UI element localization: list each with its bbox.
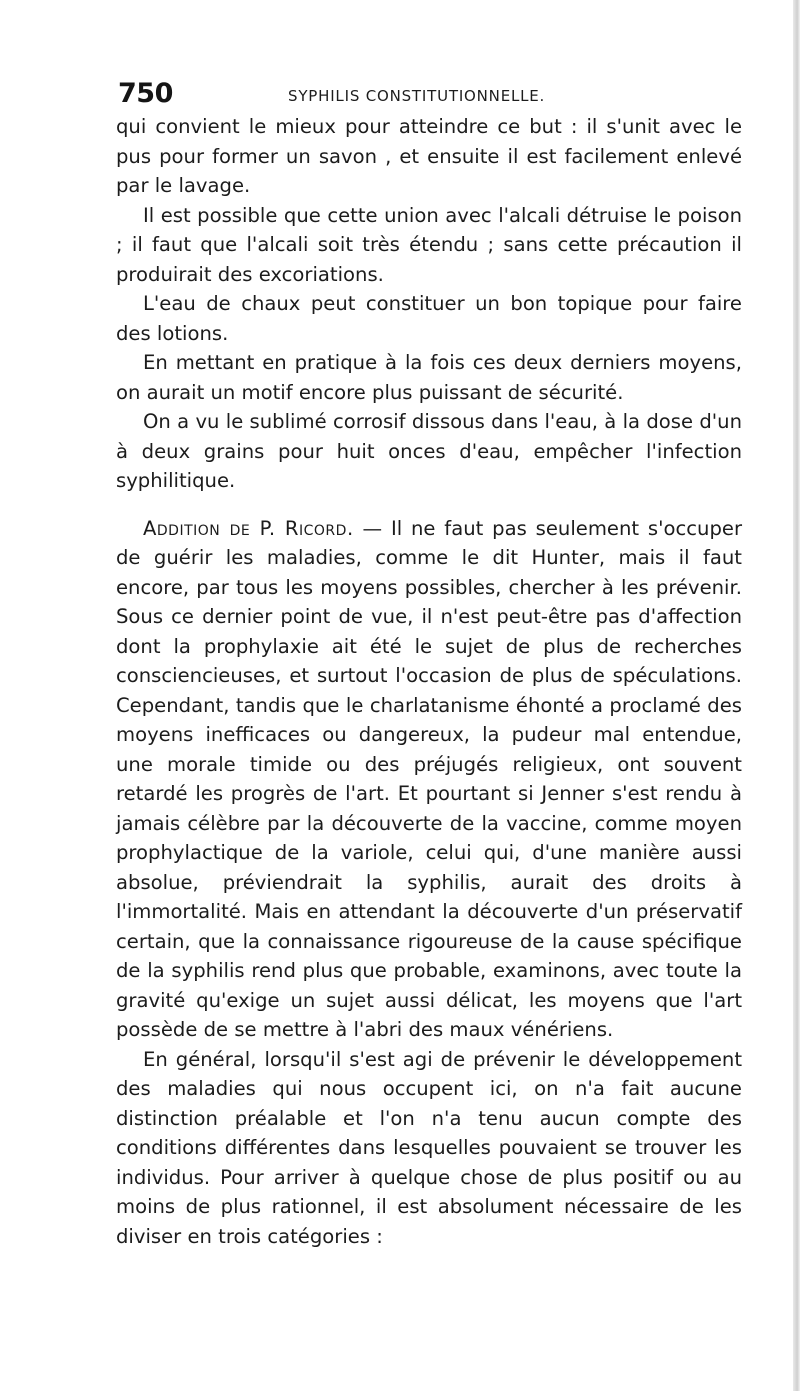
addition-text: — Il ne faut pas seulement s'occuper de guérir les maladies, comme le dit Hunter, mais il faut encore, par tous les moyens possibles, chercher à les prévenir. Sous ce dernier point de vue, il n'est peut-être pas d'affection dont la prophylaxie ait été le sujet de plus de recherches consciencieuses, et surtout l'occasion de plus de spéculations. Cependant, tandis que le charlatanisme éhonté a proclamé des moyens inefficaces ou dangereux, la pudeur mal entendue, une morale timide ou des préjugés religieux, ont souvent retardé les progrès de l'art. Et pourtant si Jenner s'est rendu à jamais célèbre par la découverte de la vaccine, comme moyen prophylactique de la variole, celui qui, d'une manière aussi absolue, préviendrait la syphilis, aurait des droits à l'immortalité. Mais en attendant la découverte d'un préservatif certain, que la connaissance rigoureuse de la cause spécifique de la syphilis rend plus que probable, examinons, avec toute la gravité qu'exige un sujet aussi délicat, les moyens que l'art possède de se mettre à l'abri des maux vénériens. xyxy=(116,516,742,1041)
paragraph-7: En général, lorsqu'il s'est agi de prévenir le développement des maladies qui nous occupent ici, on n'a fait aucune distinction préalable et l'on n'a tenu aucun compte des conditions différentes dans lesquelles pouvaient se trouver les individus. Pour arriver à quelque chose de plus positif ou au moins de plus rationnel, il est absolument nécessaire de les diviser en trois catégories : xyxy=(116,1047,742,1248)
body-text xyxy=(116,112,742,1251)
paragraph-5: On a vu le sublimé corrosif dissous dans l'eau, à la dose d'un à deux grains pour huit onces d'eau, empêcher l'infection syphilitique. xyxy=(116,410,742,492)
paragraph-2: Il est possible que cette union avec l'alcali détruise le poison ; il faut que l'alcali soit très étendu ; sans cette précaution il produirait des excoriations. xyxy=(116,203,742,286)
page-edge-shadow xyxy=(793,0,800,1391)
paragraph-4: En mettant en pratique à la fois ces deux derniers moyens, on aurait un motif encore plus puissant de sécurité. xyxy=(116,351,742,404)
paragraph-3: L'eau de chaux peut constituer un bon topique pour faire des lotions. xyxy=(116,292,742,345)
running-title: SYPHILIS CONSTITUTIONNELLE. xyxy=(288,87,546,105)
paragraph-1: qui convient le mieux pour atteindre ce but : il s'unit avec le pus pour former un savon , et ensuite il est facilement enlevé par le lavage. xyxy=(116,115,742,197)
addition-heading: Addition de P. Ricord. xyxy=(143,516,354,540)
paragraph-addition xyxy=(116,514,742,1045)
page-header xyxy=(118,72,738,112)
page-number: 750 xyxy=(118,78,173,109)
